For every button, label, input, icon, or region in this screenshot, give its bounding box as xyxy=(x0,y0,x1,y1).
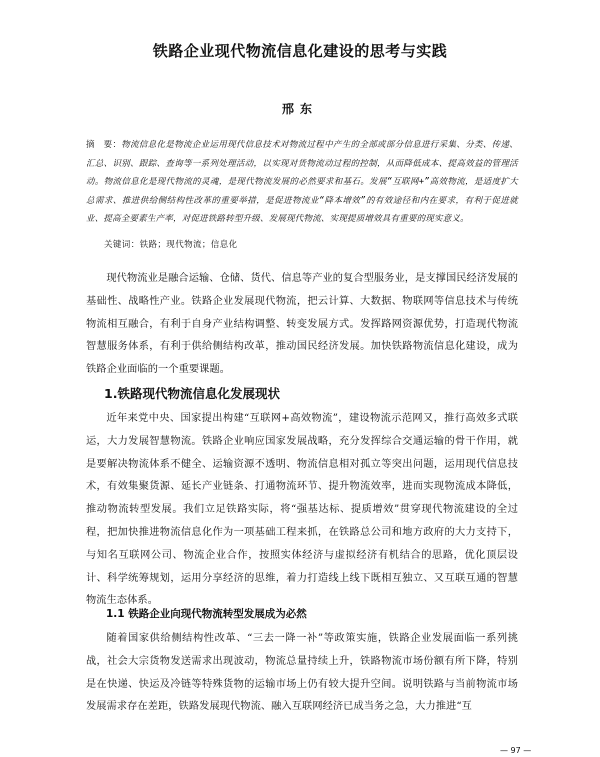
abstract-label: 摘 要： xyxy=(86,140,122,150)
section-paragraph: 近年来党中央、国家提出构建“互联网+高效物流”，建设物流示范网又，推行高效多式联运，大力发展智慧物流。铁路企业响应国家发展战略，充分发挥综合交通运输的骨干作用，就是要解决物流体系不健全、运输资源不透明、物流信息相对孤立等突出问题，运用现代信息技术，有效集聚货源、延长产业链条、打通物流环节、提升物流效率，进而实现物流成本降低，推动物流转型发展。我们立足铁路实际，将“强基达标、提质增效”贯穿现代物流建设的全过程，把加快推进物流信息化作为一项基础工程来抓，在铁路总公司和地方政府的大力支持下，与知名互联网公司、物流企业合作，按照实体经济与虚拟经济有机结合的思路，优化顶层设计、科学统筹规划，运用分享经济的思维，着力打造线上线下既相互独立、又互联互通的智慧物流生态体系。 xyxy=(86,413,518,607)
abstract xyxy=(86,136,518,229)
subsection-paragraph: 随着国家供给侧结构性改革、“三去一降一补”等政策实施，铁路企业发展面临一系列挑战，社会大宗货物发送需求出现波动，物流总量持续上升，铁路物流市场份额有所下降，特别是在快递、快运及冷链等特殊货物的运输市场上仍有较大提升空间。说明铁路与当前物流市场发展需求存在差距，铁路发展现代物流、融入互联网经济已成当务之急，大力推进“互 xyxy=(86,633,518,713)
paper-title: 铁路企业现代物流信息化建设的思考与实践 xyxy=(152,42,448,60)
section-heading: 1.铁路现代物流信息化发展现状 xyxy=(104,386,280,401)
author-name: 邢东 xyxy=(281,102,318,116)
keywords: 关键词：铁路；现代物流；信息化 xyxy=(104,240,238,250)
abstract-text: 物流信息化是物流企业运用现代信息技术对物流过程中产生的全部或部分信息进行采集、分类、传递、汇总、识别、跟踪、查询等一系列处理活动，以实现对货物流动过程的控制，从而降低成本、提高效益的管理活动。物流信息化是现代物流的灵魂，是现代物流发展的必然要求和基石。发展“互联网+”高效物流，是适度扩大总需求、推进供给侧结构性改革的重要举措，是促进物流业“降本增效”的有效途径和内在要求，有利于促进就业、提高全要素生产率，对促进铁路转型升级、发展现代物流、实现提质增效具有重要的现实意义。 xyxy=(86,140,518,224)
intro-paragraph: 现代物流业是融合运输、仓储、货代、信息等产业的复合型服务业，是支撑国民经济发展的基础性、战略性产业。铁路企业发展现代物流，把云计算、大数据、物联网等信息技术与传统物流相互融合，有利于自身产业结构调整、转变发展方式。发挥路网资源优势，打造现代物流智慧服务体系，有利于供给侧结构改革，推动国民经济发展。加快铁路物流信息化建设，成为铁路企业面临的一个重要课题。 xyxy=(86,273,518,376)
subsection-heading: 1.1 铁路企业向现代物流转型发展成为必然 xyxy=(106,608,307,620)
page-number: — 97 — xyxy=(500,746,532,755)
